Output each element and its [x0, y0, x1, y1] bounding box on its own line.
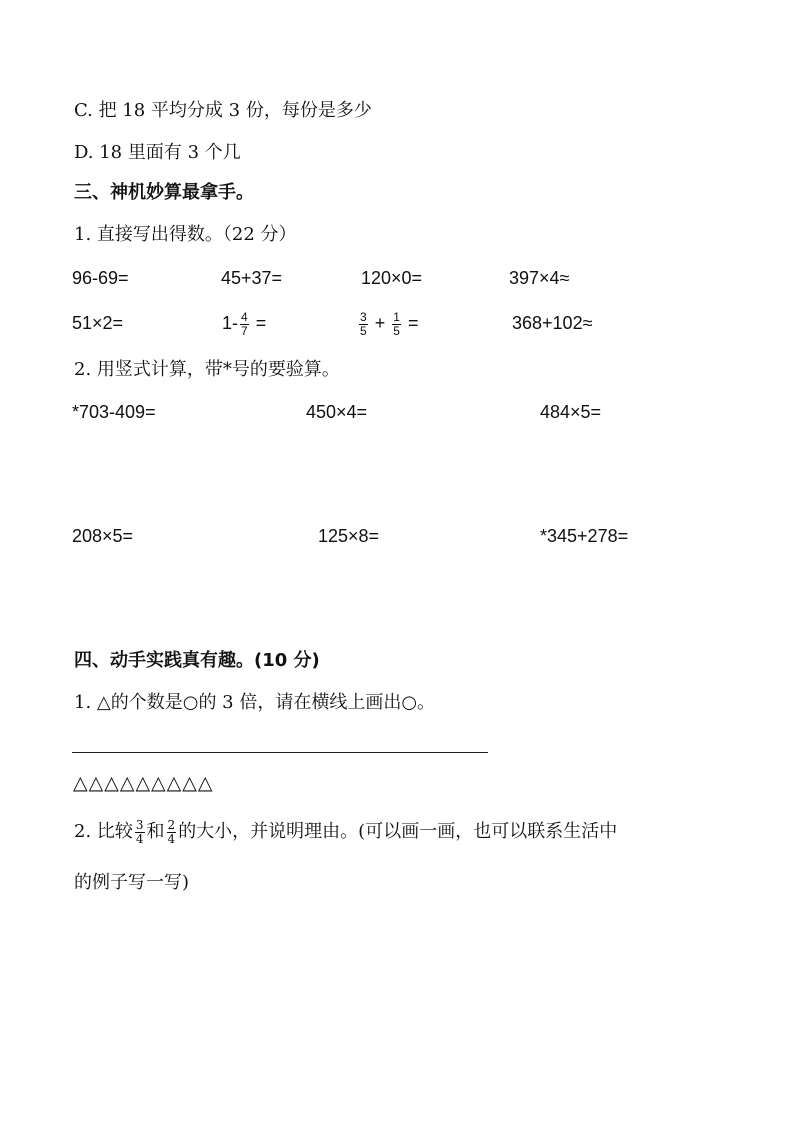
calc-item: 120×0=	[361, 268, 423, 288]
fraction	[167, 819, 177, 845]
question-3-2-prompt: 2. 用竖式计算，带*号的要验算。	[74, 359, 340, 380]
calc-item: 96-69=	[72, 268, 129, 288]
fraction	[359, 311, 368, 337]
question-4-2-suffix: 的大小，并说明理由。(可以画一画，也可以联系生活中	[178, 821, 618, 842]
question-4-2-prefix: 2. 比较	[74, 821, 133, 842]
question-4-1-prompt: 1. △的个数是○的 3 倍，请在横线上画出○。	[74, 692, 436, 713]
fraction-numerator: 2	[167, 817, 176, 832]
fraction-numerator: 3	[135, 817, 144, 832]
question-3-1-prompt: 1. 直接写出得数。（22 分）	[74, 224, 297, 245]
section-4-title: 四、动手实践真有趣。(10 分)	[74, 650, 320, 671]
fraction-denominator: 7	[241, 323, 248, 338]
fraction-numerator: 3	[360, 310, 367, 325]
answer-line[interactable]	[72, 752, 488, 753]
option-d: D. 18 里面有 3 个几	[74, 142, 241, 163]
calc-item: 51×2=	[72, 313, 124, 333]
vertical-calc-item: *703-409=	[72, 402, 156, 422]
question-4-2-mid: 和	[146, 821, 165, 842]
vertical-calc-item: 450×4=	[306, 402, 368, 422]
question-4-2-prompt	[74, 814, 617, 850]
vertical-calc-item: *345+278=	[540, 526, 629, 546]
calc-item-fraction-sum	[357, 306, 418, 340]
section-3-title: 三、神机妙算最拿手。	[74, 182, 254, 203]
vertical-calc-item: 208×5=	[72, 526, 134, 546]
fraction-denominator: 4	[167, 831, 176, 846]
fraction-denominator: 5	[360, 323, 367, 338]
calc-item: 397×4≈	[509, 268, 570, 288]
question-4-2-line2: 的例子写一写)	[74, 872, 190, 893]
equals-sign: =	[255, 313, 267, 333]
calc-item: 368+102≈	[512, 313, 593, 333]
plus-sign: +	[374, 313, 386, 333]
fraction-denominator: 5	[393, 323, 400, 338]
vertical-calc-item: 125×8=	[318, 526, 380, 546]
fraction	[240, 311, 249, 337]
fraction	[135, 819, 145, 845]
fraction-whole: 1-	[222, 313, 239, 333]
triangle-row: △△△△△△△△△	[73, 772, 214, 794]
fraction-denominator: 4	[135, 831, 144, 846]
vertical-calc-item: 484×5=	[540, 402, 602, 422]
fraction-numerator: 1	[393, 310, 400, 325]
calc-item: 45+37=	[221, 268, 283, 288]
equals-sign: =	[407, 313, 419, 333]
fraction-numerator: 4	[241, 310, 248, 325]
option-c: C. 把 18 平均分成 3 份，每份是多少	[74, 100, 372, 121]
calc-item-fraction	[222, 306, 266, 340]
fraction	[392, 311, 401, 337]
